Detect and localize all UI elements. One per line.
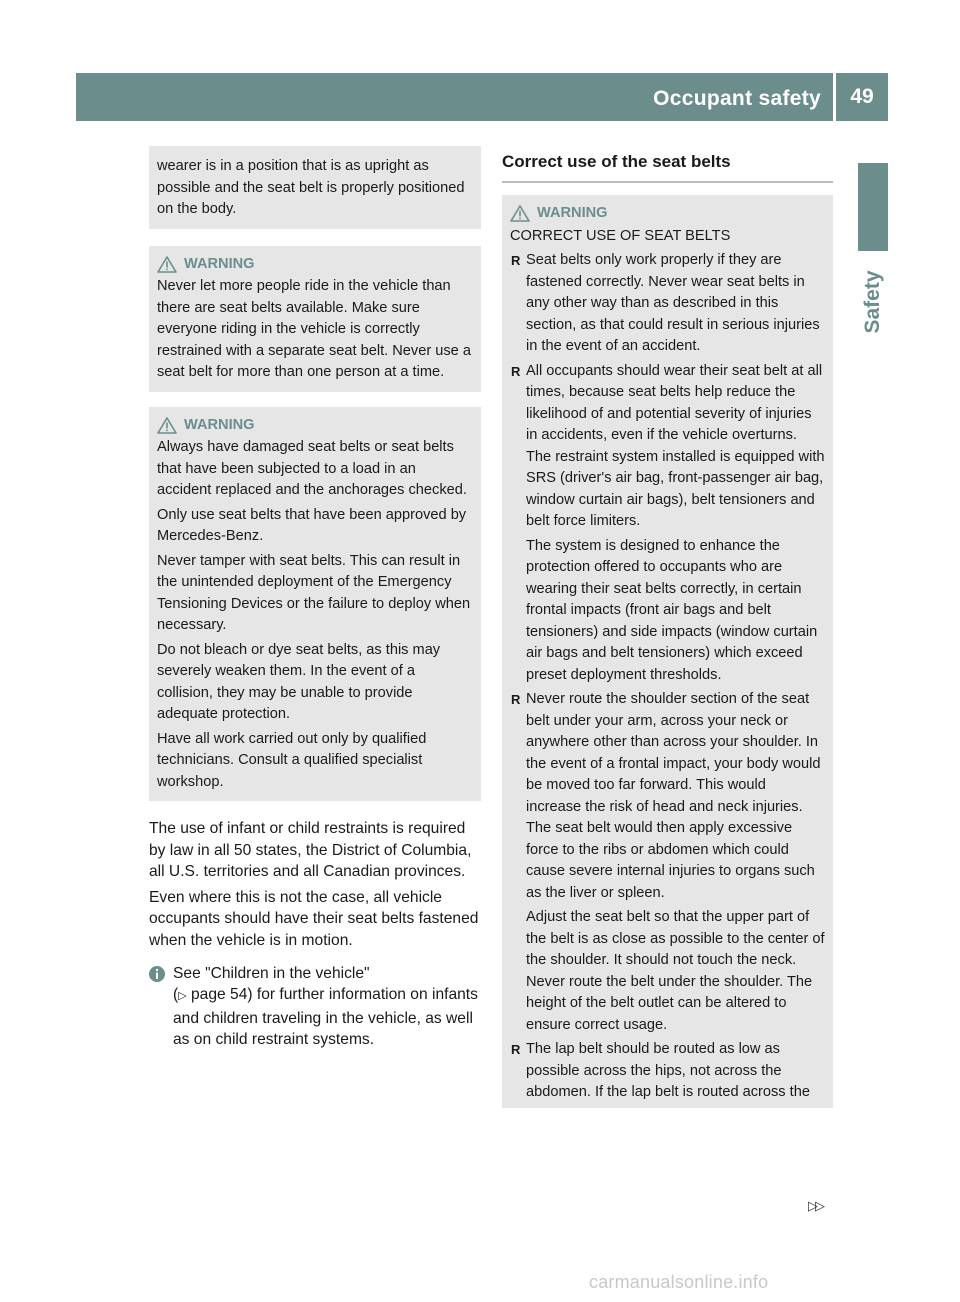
info-text [165, 963, 481, 1051]
warning-box-correct-use [502, 195, 833, 1108]
bullet-text: All occupants should wear their seat belt at all times, because seat belts help reduce the likelihood of and potential severity of injuries in accidents, even if the vehicle overturns. The restraint system installed is equipped with SRS (driver's air bag, front-passenger air bag, window curtain air bags), belt tensioners and belt force limiters. [526, 362, 825, 529]
page-number: 49 [836, 73, 888, 121]
bullet-item [510, 250, 825, 358]
body-paragraph: Even where this is not the case, all vehicle occupants should have their seat belts fastened when the vehicle is in motion. [149, 888, 479, 949]
page-title: Occupant safety [653, 87, 821, 110]
side-tab-label [851, 262, 895, 342]
right-column [502, 146, 833, 1108]
side-tab-marker [858, 163, 888, 251]
warning-text: Never let more people ride in the vehicle than there are seat belts available. Make sure everyone riding in the vehicle is correctly restrained with a separate seat belt. Never use a seat belt for more than one person at a time. [157, 278, 471, 380]
continued-note-text: wearer is in a position that is as upright as possible and the seat belt is properly positioned on the body. [157, 158, 465, 217]
continue-arrow-icon: ▷▷ [808, 1198, 822, 1213]
bullet-item [510, 689, 825, 1036]
bullet-subparagraph: Adjust the seat belt so that the upper part of the belt is as close as possible to the center of the shoulder. It should not touch the neck. Never route the belt under the shoulder. The height of the belt outlet can be altered to ensure correct usage. [526, 909, 825, 1033]
warning-paragraph: Always have damaged seat belts or seat belts that have been subjected to a load in an accident replaced and the anchorages checked. [157, 439, 467, 498]
bullet-marker: R [511, 363, 521, 379]
warning-triangle-icon [510, 205, 530, 222]
side-tab-text: Safety [861, 270, 884, 334]
info-line: See "Children in the vehicle" [173, 964, 370, 982]
warning-box-damaged-belts [149, 407, 481, 802]
warning-paragraph: Have all work carried out only by qualified technicians. Consult a qualified specialist workshop. [157, 730, 427, 790]
warning-box-seat-count [149, 246, 481, 392]
header-bar [76, 73, 833, 121]
warning-paragraph: Never tamper with seat belts. This can result in the unintended deployment of the Emergency Tensioning Devices or the failure to deploy when necessary. [157, 552, 471, 633]
body-paragraph: The use of infant or child restraints is required by law in all 50 states, the District of Columbia, all U.S. territories and all Canadian provinces. [149, 820, 472, 881]
info-ref-open: ( [173, 986, 179, 1004]
bullet-marker: R [511, 692, 521, 707]
bullet-subparagraph: The system is designed to enhance the protection offered to occupants who are wearing their seat belts correctly, in certain frontal impacts (front air bags and belt tensioners) and side impacts (window curtain air bags and belt tensioners) which exceed preset deployment thresholds. [526, 537, 818, 683]
info-note [149, 963, 481, 1051]
warning-label: WARNING [184, 255, 255, 272]
bullet-text: The lap belt should be routed as low as possible across the hips, not across the abdomen. If the lap belt is routed across the [526, 1041, 810, 1100]
warning-paragraph: Only use seat belts that have been approved by Mercedes-Benz. [157, 506, 467, 544]
warning-heading [157, 415, 473, 437]
warning-heading [157, 254, 473, 276]
warning-heading [510, 203, 825, 225]
warning-triangle-icon [157, 417, 177, 434]
bullet-text: Seat belts only work properly if they are fastened correctly. Never wear seat belts in any other way than as described in this section, as that could result in serious injuries in the event of an accident. [526, 252, 820, 354]
bullet-item [510, 361, 825, 687]
left-column [149, 146, 481, 1051]
watermark: carmanualsonline.info [589, 1272, 769, 1292]
warning-label: WARNING [184, 416, 255, 433]
info-ref-text: page 54) for further information on infants and children traveling in the vehicle, as well as on child restraint systems. [173, 986, 478, 1049]
section-heading: Correct use of the seat belts [502, 146, 833, 183]
warning-triangle-icon [157, 256, 177, 273]
continued-note-box [149, 146, 481, 229]
bullet-text: Never route the shoulder section of the seat belt under your arm, across your neck or anywhere other than across your shoulder. In the event of a frontal impact, your body would be moved too far forward. This would increase the risk of head and neck injuries. The seat belt would then apply excessive force to the ribs or abdomen which could cause severe internal injuries to organs such as the liver or spleen. [526, 691, 821, 901]
info-icon [149, 966, 165, 982]
warning-paragraph: Do not bleach or dye seat belts, as this may severely weaken them. In the event of a collision, they may be unable to provide adequate protection. [157, 641, 441, 722]
bullet-marker: R [511, 1042, 521, 1057]
warning-caps-title: CORRECT USE OF SEAT BELTS [510, 227, 731, 244]
bullet-marker: R [511, 253, 521, 268]
warning-label: WARNING [537, 205, 608, 221]
page-ref-arrow-icon: ▷ [178, 990, 187, 1003]
bullet-item [510, 1039, 825, 1104]
